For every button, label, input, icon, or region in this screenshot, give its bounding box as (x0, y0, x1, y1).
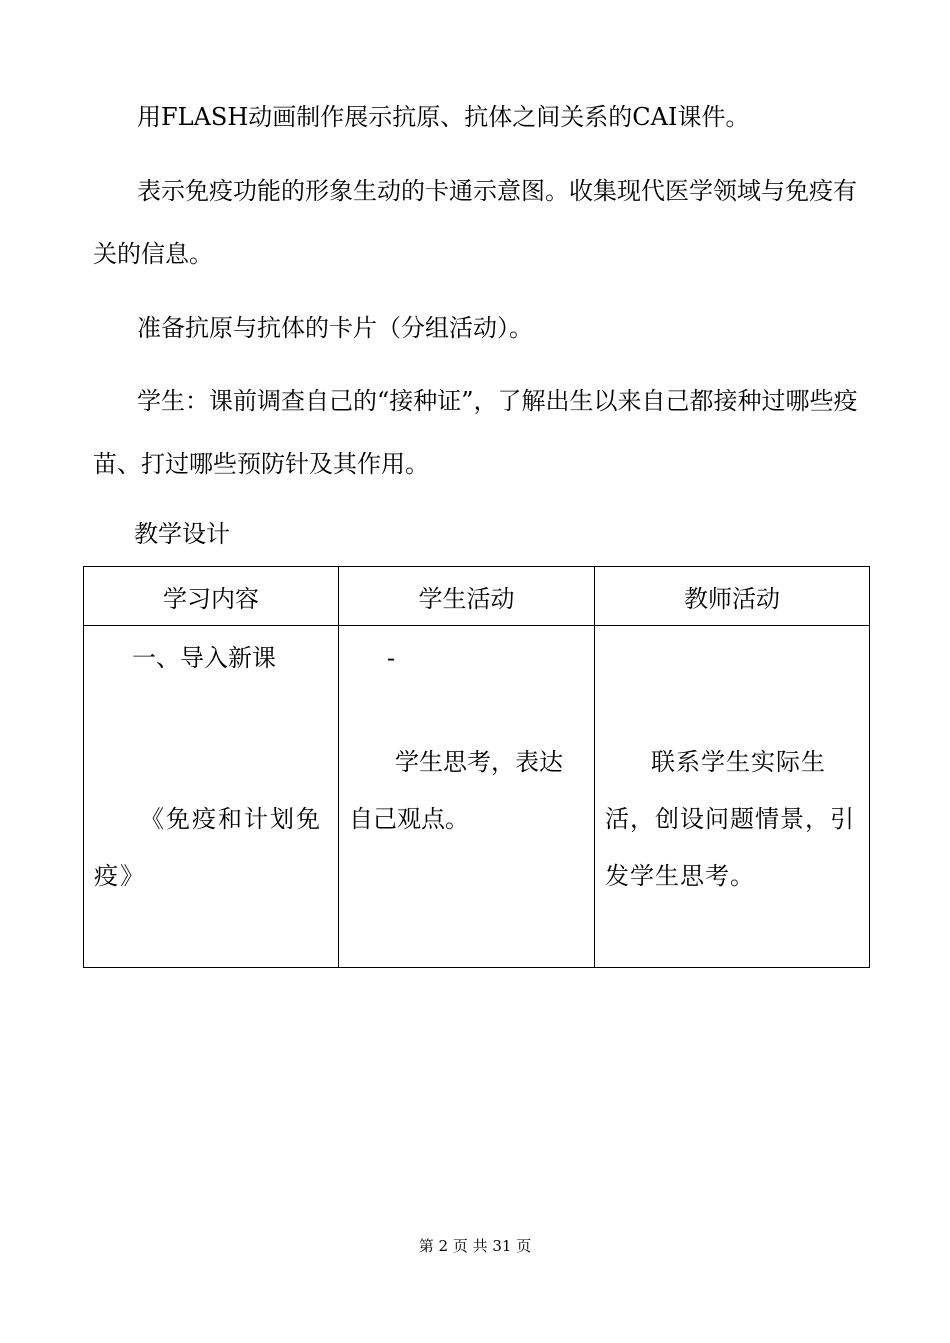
paragraph-courseware: 用FLASH动画制作展示抗原、抗体之间关系的CAI课件。 (137, 103, 750, 131)
teacher-activity-text: 联系学生实际生活，创设问题情景，引发学生思考。 (605, 748, 855, 890)
paragraph-cartoon-diagram: 表示免疫功能的形象生动的卡通示意图。收集现代医学领域与免疫有关的信息。 (93, 177, 857, 268)
teaching-design-table (83, 566, 870, 968)
paragraph-cards: 准备抗原与抗体的卡片（分组活动）。 (137, 314, 533, 342)
student-activity-text: 学生思考，表达自己观点。 (349, 748, 563, 833)
table-row (84, 626, 870, 968)
cell-content (84, 626, 339, 968)
page-footer: 第 2 页 共 31 页 (418, 1237, 532, 1255)
student-dash: - (387, 644, 396, 672)
section-heading: 教学设计 (134, 520, 230, 548)
cell-teacher-activity (595, 626, 870, 968)
cell-student-activity (339, 626, 595, 968)
header-student-activity: 学生活动 (339, 567, 595, 626)
header-content: 学习内容 (84, 567, 339, 626)
content-name: 《免疫和计划免疫》 (94, 805, 322, 890)
paragraph-student-survey: 学生：课前调查自己的“接种证”，了解出生以来自己都接种过哪些疫苗、打过哪些预防针及其作用。 (93, 387, 858, 478)
content-title: 一、导入新课 (132, 644, 276, 672)
table-header-row (84, 567, 870, 626)
header-teacher-activity: 教师活动 (595, 567, 870, 626)
